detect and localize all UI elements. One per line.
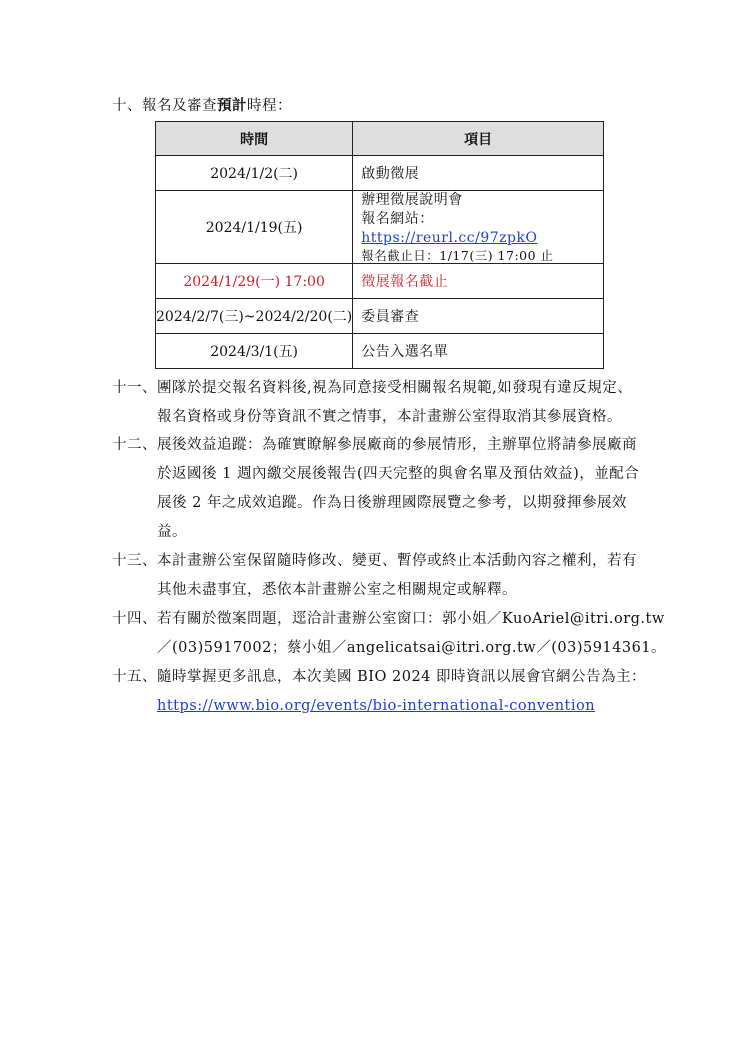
- section-11: [112, 374, 632, 432]
- section-10-heading: [112, 94, 292, 115]
- bio-convention-link[interactable]: https://www.bio.org/events/bio-international-convention: [157, 698, 596, 714]
- item-cell: 公告入選名單: [353, 334, 604, 369]
- heading-bold: 預計: [217, 97, 247, 114]
- paragraph-line: [112, 692, 646, 721]
- section-13: [112, 547, 637, 605]
- heading-suffix: 時程：: [247, 98, 292, 114]
- date-cell: 2024/3/1(五): [156, 334, 353, 369]
- paragraph-line: 其他未盡事宜，悉依本計畫辦公室之相關規定或解釋。: [157, 582, 517, 598]
- paragraph-line: 展後 2 年之成效追蹤。作為日後辦理國際展覽之參考，以期發揮參展效: [157, 495, 627, 511]
- table-row: [156, 334, 604, 369]
- date-cell: 2024/1/19(五): [156, 191, 353, 264]
- paragraph-line: 十四、若有關於徵案問題，逕洽計畫辦公室窗口：郭小姐／KuoAriel@itri.org.tw: [112, 611, 665, 627]
- item-cell: [353, 191, 604, 264]
- table-row-highlight: [156, 264, 604, 299]
- item-cell: 啟動徵展: [353, 156, 604, 191]
- table-header-row: [156, 122, 604, 156]
- header-time: 時間: [156, 122, 353, 156]
- schedule-table: [155, 121, 604, 369]
- section-12: [112, 431, 639, 547]
- heading-prefix: 十、報名及審查: [112, 98, 217, 114]
- date-cell: 2024/1/29(一) 17:00: [156, 264, 353, 299]
- paragraph-line: 十二、展後效益追蹤：為確實瞭解參展廠商的參展情形，主辦單位將請參展廠商: [112, 437, 637, 453]
- registration-site: [361, 210, 603, 248]
- paragraph-line: 十三、本計畫辦公室保留隨時修改、變更、暫停或終止本活動內容之權利，若有: [112, 553, 637, 569]
- paragraph-line: ／(03)5917002；蔡小姐／angelicatsai@itri.org.tw／(03)5914361。: [157, 640, 667, 656]
- item-title: 辦理徵展說明會: [361, 192, 463, 208]
- paragraph-line: 益。: [157, 524, 187, 540]
- date-cell: 2024/1/2(二): [156, 156, 353, 191]
- item-cell: 委員審查: [353, 299, 604, 334]
- date-cell: 2024/2/7(三)~2024/2/20(二): [156, 299, 353, 334]
- paragraph-line: 報名資格或身份等資訊不實之情事，本計畫辦公室得取消其參展資格。: [157, 409, 622, 425]
- registration-link[interactable]: https://reurl.cc/97zpkO: [361, 230, 538, 246]
- table-row: [156, 156, 604, 191]
- paragraph-line: 十一、團隊於提交報名資料後,視為同意接受相關報名規範,如發現有違反規定、: [112, 380, 633, 396]
- table-row: [156, 299, 604, 334]
- paragraph-line: 十五、隨時掌握更多訊息，本次美國 BIO 2024 即時資訊以展會官網公告為主：: [112, 669, 646, 685]
- deadline-note: 報名截止日：1/17(三) 17:00 止: [361, 248, 554, 263]
- section-14: [112, 605, 666, 663]
- header-item: 項目: [353, 122, 604, 156]
- table-row: [156, 191, 604, 264]
- section-15: [112, 663, 646, 721]
- site-label: 報名網站：: [361, 211, 434, 227]
- item-cell: 徵展報名截止: [353, 264, 604, 299]
- paragraph-line: 於返國後 1 週內繳交展後報告(四天完整的與會名單及預估效益)，並配合: [157, 466, 640, 482]
